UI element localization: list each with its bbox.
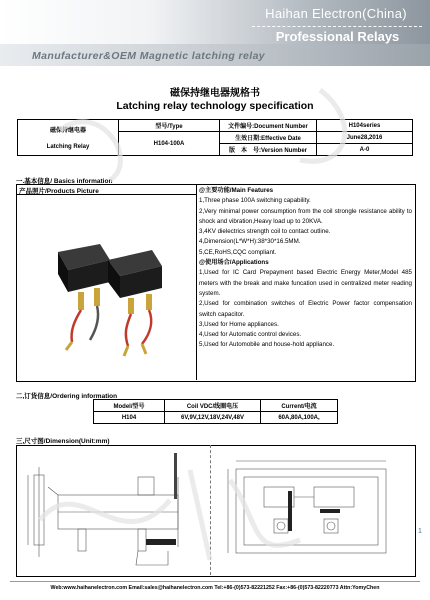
feature-item: 4,Dimension(L*W*H):38*30*16.5MM. bbox=[199, 238, 301, 246]
effective-date-label: 生效日期:Effective Date bbox=[220, 132, 317, 144]
dimension-drawing-side bbox=[18, 447, 208, 573]
order-col-model: Model/型号 bbox=[94, 400, 165, 412]
document-title-cn: 磁保持继电器规格书 bbox=[170, 88, 260, 99]
order-cell-current: 60A,80A,100A, bbox=[261, 412, 338, 424]
type-label: 型号/Type bbox=[119, 120, 220, 132]
header-subtitle: Manufacturer&OEM Magnetic latching relay bbox=[32, 50, 266, 62]
basics-divider bbox=[196, 184, 197, 380]
feature-item: 1,Three phase 100A switching capability. bbox=[199, 197, 311, 205]
relay-product-photo bbox=[20, 200, 192, 375]
application-item: 2,Used for combination switches of Electric Power factor compensation switch capacitor. bbox=[199, 300, 412, 318]
brand-divider bbox=[252, 26, 422, 27]
order-col-current: Current/电流 bbox=[261, 400, 338, 412]
footer-rule bbox=[10, 581, 420, 582]
type-value: H104-100A bbox=[119, 132, 220, 156]
feature-item: 2,Very minimal power consumption from the coil strongle resistance ability to shock and vibration,Heavy load up to 20KVA. bbox=[199, 207, 412, 225]
dimension-divider bbox=[210, 445, 211, 575]
brand-slogan: Professional Relays bbox=[275, 29, 400, 44]
features-panel bbox=[199, 186, 412, 351]
ordering-heading: 二,订货信息/Ordering information bbox=[16, 393, 118, 400]
effective-date-value: June28,2016 bbox=[317, 132, 413, 144]
product-name-cell bbox=[18, 120, 119, 156]
document-title-en: Latching relay technology specification bbox=[116, 100, 314, 112]
order-col-coil: Coil VDC/线圈电压 bbox=[165, 400, 261, 412]
feature-item: 3,4KV dielectrics strength coil to contact outline. bbox=[199, 228, 331, 236]
applications-heading: @使用场合/Applications bbox=[199, 259, 269, 267]
products-picture-label: 产品照片/Products Picture bbox=[19, 188, 99, 195]
footer-contact: Web:www.haihanelectron.com Email:sales@haihanelectron.com Tel:+86-(0)573-82221252 Fax:+86-(0)573-82220773 Attn:YomyChen bbox=[50, 585, 380, 591]
features-heading: @主要功能/Main Features bbox=[199, 187, 274, 194]
ordering-table bbox=[93, 399, 338, 424]
feature-item: 5,CE,RoHS,CQC compliant. bbox=[199, 248, 277, 256]
application-item: 1,Used for IC Card Prepayment based Electric Energy Meter,Model 485 meters with the break and make funcation used in centralized meter reading system. bbox=[199, 269, 412, 297]
page-number: 1 bbox=[418, 528, 422, 535]
application-item: 5,Used for Automobile and house-hold appliance. bbox=[199, 341, 335, 349]
product-name-en: Latching Relay bbox=[46, 144, 90, 150]
dimension-drawing-top bbox=[214, 447, 412, 573]
doc-number-label: 文件编号:Document Number bbox=[220, 120, 317, 132]
product-name-cn: 磁保持继电器 bbox=[49, 128, 86, 134]
version-value: A-0 bbox=[317, 144, 413, 156]
application-item: 4,Used for Automatic control devices. bbox=[199, 331, 302, 339]
brand-company-name: Haihan Electron(China) bbox=[265, 6, 407, 21]
version-label: 版 本 号:Version Number bbox=[220, 144, 317, 156]
application-item: 3,Used for Home appliances. bbox=[199, 320, 279, 328]
doc-number-value: H104series bbox=[317, 120, 413, 132]
order-cell-coil: 6V,9V,12V,18V,24V,48V bbox=[165, 412, 261, 424]
dimension-heading: 三,尺寸图/Dimension(Unit:mm) bbox=[16, 438, 110, 445]
basics-heading: 一.基本信息/ Basics information bbox=[16, 178, 113, 185]
spec-table bbox=[17, 119, 413, 156]
order-cell-model: H104 bbox=[94, 412, 165, 424]
